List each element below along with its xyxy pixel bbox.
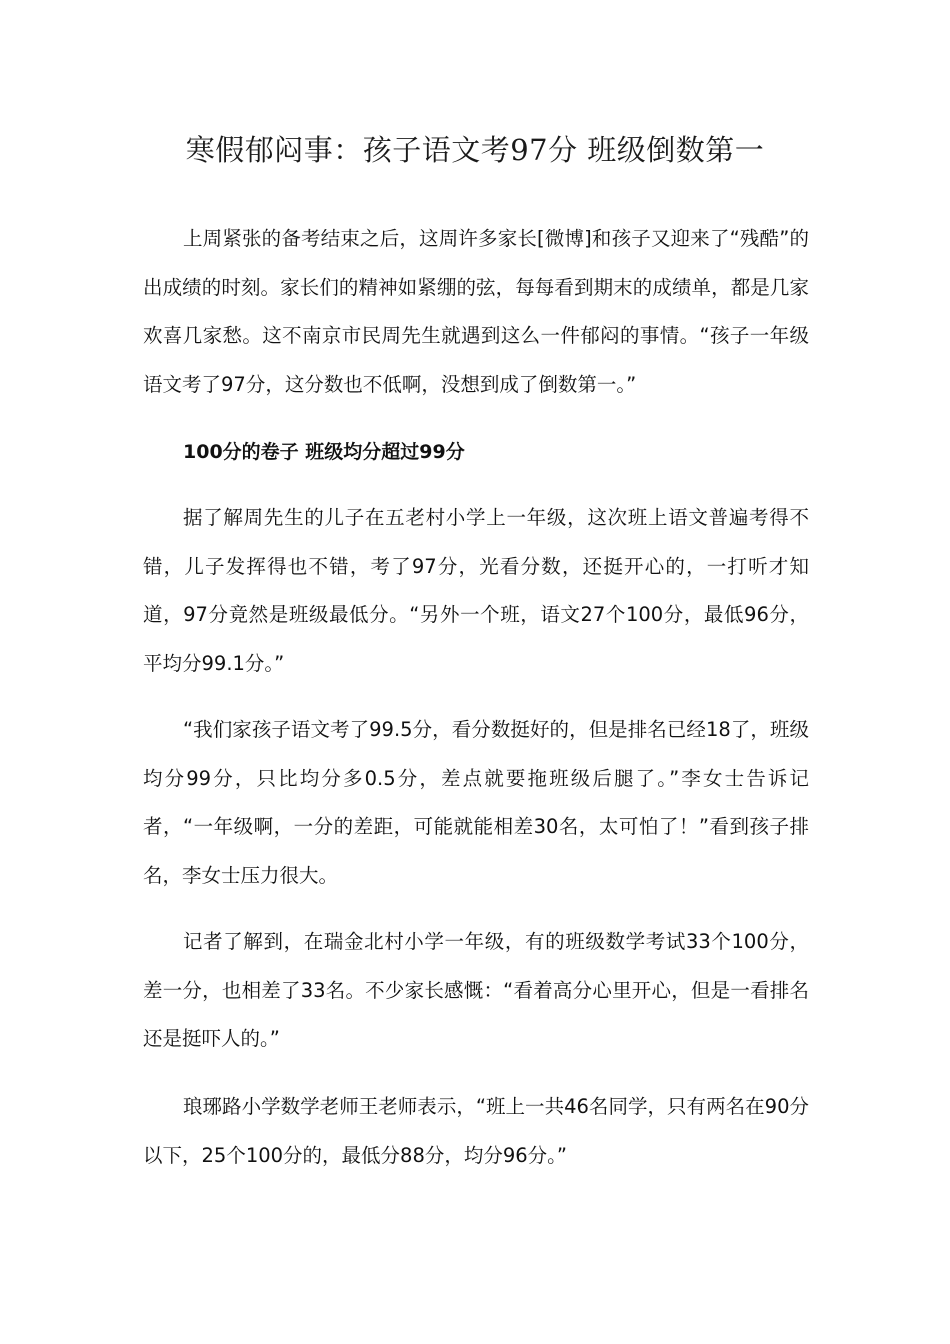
paragraph: 据了解周先生的儿子在五老村小学上一年级，这次班上语文普遍考得不错，儿子发挥得也不错，考了97分，光看分数，还挺开心的，一打听才知道，97分竟然是班级最低分。“另外一个班，语文27个100分，最低96分，平均分99.1分。”	[143, 506, 809, 675]
paragraph: 琅琊路小学数学老师王老师表示，“班上一共46名同学，只有两名在90分以下，25个100分的，最低分88分，均分96分。”	[143, 1095, 809, 1167]
paragraph-1-block	[143, 215, 809, 409]
paragraph-3-block	[143, 706, 809, 900]
paragraph: 上周紧张的备考结束之后，这周许多家长[微博]和孩子又迎来了“残酷”的出成绩的时刻。家长们的精神如紧绷的弦，每每看到期末的成绩单，都是几家欢喜几家愁。这不南京市民周先生就遇到这么一件郁闷的事情。“孩子一年级语文考了97分，这分数也不低啊，没想到成了倒数第一。”	[143, 227, 809, 396]
paragraph: 记者了解到，在瑞金北村小学一年级，有的班级数学考试33个100分，差一分，也相差了33名。不少家长感慨：“看着高分心里开心，但是一看排名还是挺吓人的。”	[143, 930, 809, 1050]
paragraph: “我们家孩子语文考了99.5分，看分数挺好的，但是排名已经18了，班级均分99分，只比均分多0.5分，差点就要拖班级后腿了。”李女士告诉记者，“一年级啊，一分的差距，可能就能相差30名，太可怕了！”看到孩子排名，李女士压力很大。	[143, 718, 809, 887]
paragraph-4-block	[143, 918, 809, 1064]
paragraph-2-block	[143, 494, 809, 688]
paragraph-5-block	[143, 1083, 809, 1180]
section-heading: 100分的卷子 班级均分超过99分	[183, 441, 465, 463]
article-title: 寒假郁闷事：孩子语文考97分 班级倒数第一	[185, 133, 765, 167]
